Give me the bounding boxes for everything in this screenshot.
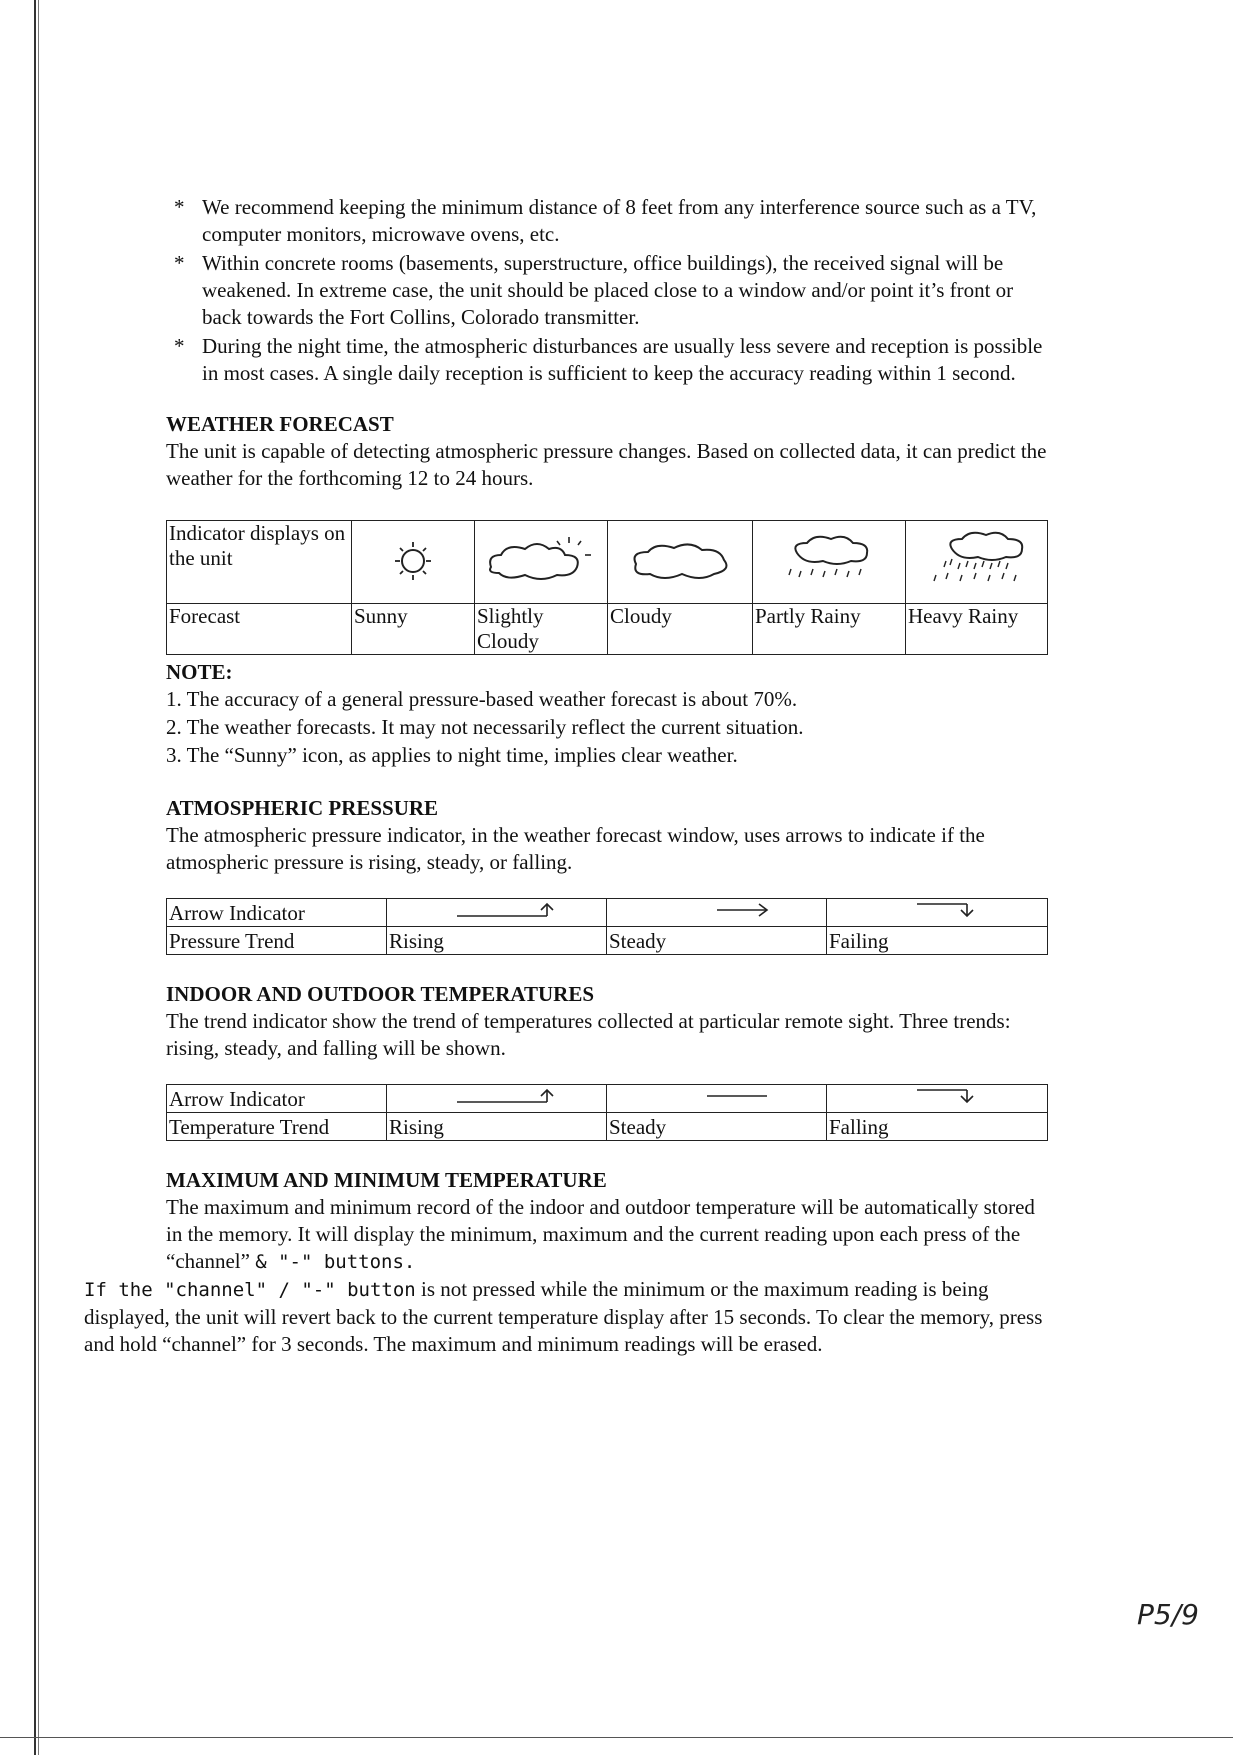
max-min-handwritten-lead: If the "channel" / "-" button (84, 1279, 416, 1301)
max-min-text (166, 1194, 1056, 1276)
atmospheric-pressure-text: The atmospheric pressure indicator, in the weather forecast window, uses arrows to indicate if the atmospheric pressure is rising, steady, or falling. (166, 823, 985, 874)
cloud-heavy-rain-icon (906, 521, 1048, 604)
arrow-falling-icon (827, 1085, 1048, 1113)
arrow-steady-line-icon (607, 1085, 827, 1113)
cloud-light-rain-icon (753, 521, 906, 604)
forecast-label-row (167, 604, 1048, 655)
bullet-text: We recommend keeping the minimum distance of 8 feet from any interference source such as a TV, computer monitors, microwave ovens, etc. (202, 195, 1037, 246)
temperature-trend-table (166, 1084, 1048, 1141)
arrow-falling-icon (827, 899, 1048, 927)
pressure-arrow-row (167, 899, 1048, 927)
pressure-row2-label: Pressure Trend (167, 927, 387, 955)
bullet-item (174, 194, 1056, 248)
bullet-item (174, 250, 1056, 331)
temperature-row2-label: Temperature Trend (167, 1113, 387, 1141)
forecast-cell: Heavy Rainy (906, 604, 1048, 655)
forecast-cell: Cloudy (608, 604, 753, 655)
binding-edge-line-inner (38, 0, 39, 1755)
bullet-marker: * (174, 195, 185, 219)
note-heading: NOTE: (166, 660, 233, 684)
pressure-trend-cell: Rising (387, 927, 607, 955)
weather-forecast-text: The unit is capable of detecting atmospheric pressure changes. Based on collected data, it can predict the weather for the forthcoming 12 to 24 hours. (166, 439, 1047, 490)
arrow-steady-icon (607, 899, 827, 927)
temperatures-text: The trend indicator show the trend of temperatures collected at particular remote sight. Three trends: rising, steady, and falling will be shown. (166, 1009, 1011, 1060)
pressure-trend-cell: Failing (827, 927, 1048, 955)
bullet-marker: * (174, 251, 185, 275)
temperature-trend-cell: Falling (827, 1113, 1048, 1141)
forecast-icon-row (167, 521, 1048, 604)
temperature-trend-cell: Steady (607, 1113, 827, 1141)
binding-edge-line (34, 0, 36, 1755)
pressure-trend-cell: Steady (607, 927, 827, 955)
note-item: 3. The “Sunny” icon, as applies to night time, implies clear weather. (166, 743, 738, 767)
page-number-mark: P5/9 (1137, 1598, 1199, 1631)
document-body (84, 194, 1056, 1358)
bullet-text: During the night time, the atmospheric disturbances are usually less severe and reception is possible in most cases. A single daily reception is sufficient to keep the accuracy reading within 1 second. (202, 334, 1043, 385)
sun-icon (352, 521, 475, 604)
bullet-text: Within concrete rooms (basements, superstructure, office buildings), the received signal will be weakened. In extreme case, the unit should be placed close to a window and/or point it’s front or back towards the Fort Collins, Colorado transmitter. (202, 251, 1014, 329)
forecast-cell: Sunny (352, 604, 475, 655)
temperature-arrow-row (167, 1085, 1048, 1113)
weather-forecast-heading: WEATHER FORECAST (166, 412, 394, 436)
pressure-label-row (167, 927, 1048, 955)
forecast-row2-label: Forecast (167, 604, 352, 655)
pressure-row1-label: Arrow Indicator (167, 899, 387, 927)
max-min-text-2: is not pressed while the minimum or the maximum reading is being displayed, the unit will revert back to the current temperature display after 15 seconds. To clear the memory, press and hold “channel” for 3 seconds. The maximum and minimum readings will be erased. (84, 1277, 1043, 1356)
max-min-text-2-block (84, 1276, 1056, 1358)
temperature-label-row (167, 1113, 1048, 1141)
max-min-text-1: The maximum and minimum record of the indoor and outdoor temperature will be automatically stored in the memory. It will display the minimum, maximum and the current reading upon each press of the “channel” (166, 1195, 1035, 1273)
temperature-trend-cell: Rising (387, 1113, 607, 1141)
note-item: 2. The weather forecasts. It may not necessarily reflect the current situation. (166, 715, 804, 739)
sun-behind-cloud-icon (475, 521, 608, 604)
bullet-marker: * (174, 334, 185, 358)
bullet-item (174, 333, 1056, 387)
bottom-edge-line (0, 1737, 1233, 1738)
cloud-icon (608, 521, 753, 604)
forecast-row1-label: Indicator displays on the unit (167, 521, 352, 604)
temperature-row1-label: Arrow Indicator (167, 1085, 387, 1113)
max-min-heading: MAXIMUM AND MINIMUM TEMPERATURE (166, 1168, 607, 1192)
arrow-rising-icon (387, 1085, 607, 1113)
forecast-table (166, 520, 1048, 655)
note-item: 1. The accuracy of a general pressure-based weather forecast is about 70%. (166, 687, 798, 711)
forecast-cell: Partly Rainy (753, 604, 906, 655)
pressure-trend-table (166, 898, 1048, 955)
max-min-handwritten-suffix: & "-" buttons. (255, 1251, 416, 1273)
arrow-rising-icon (387, 899, 607, 927)
atmospheric-pressure-heading: ATMOSPHERIC PRESSURE (166, 796, 439, 820)
temperatures-heading: INDOOR AND OUTDOOR TEMPERATURES (166, 982, 595, 1006)
note-list (166, 686, 1056, 769)
forecast-cell: Slightly Cloudy (475, 604, 608, 655)
